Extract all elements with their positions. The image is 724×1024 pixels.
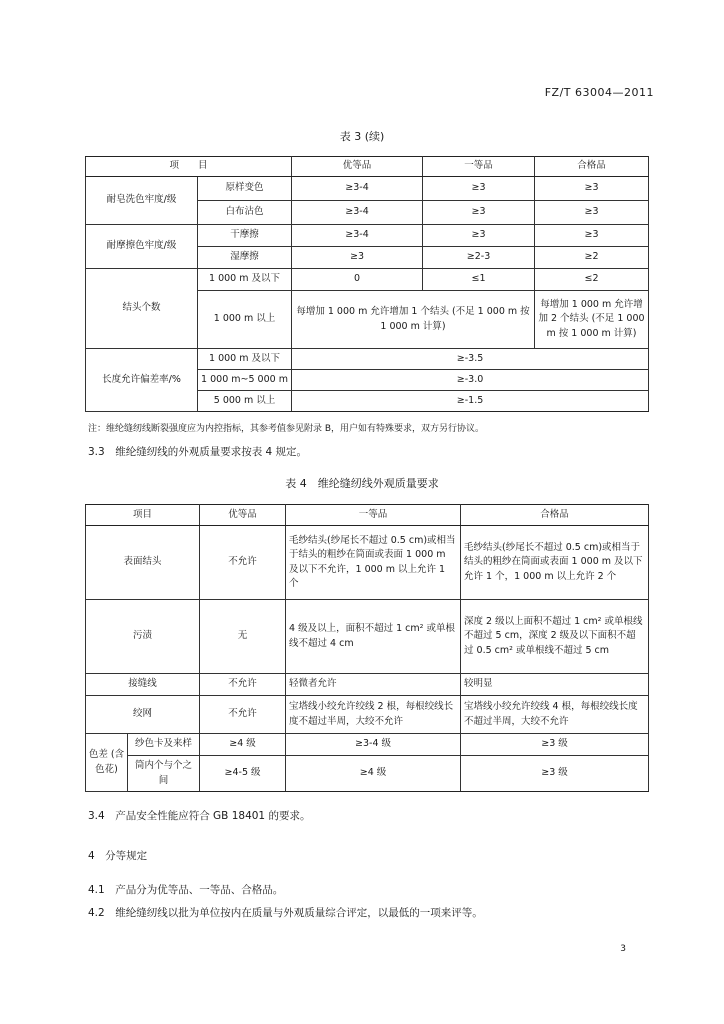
row-item: 1 000 m 以上	[198, 291, 292, 349]
value-first: ≥3	[423, 201, 535, 225]
value-qualified: 宝塔线小绞允许绞线 4 根，每根绞线长度不超过半周，大绞不允许	[461, 696, 649, 734]
table-row	[86, 674, 649, 696]
table-row	[86, 600, 649, 674]
table3-header-item: 项 目	[86, 157, 292, 177]
value-premium: ≥4-5 级	[200, 756, 286, 792]
table3-header-premium: 优等品	[292, 157, 423, 177]
value-qualified: ≤2	[535, 269, 649, 291]
table3-header-first: 一等品	[423, 157, 535, 177]
row-item: 干摩擦	[198, 225, 292, 247]
table3-header-qualified: 合格品	[535, 157, 649, 177]
table3-note: 注：维纶缝纫线断裂强度应为内控指标，其参考值参见附录 B，用户如有特殊要求，双方另行协议。	[88, 424, 485, 434]
table-3	[85, 156, 649, 412]
value-qualified: ≥3	[535, 177, 649, 201]
table4-header-qualified: 合格品	[461, 505, 649, 526]
value-premium: 不允许	[200, 674, 286, 696]
value-premium: ≥3-4	[292, 201, 423, 225]
table-row	[86, 696, 649, 734]
row-item: 1 000 m 及以下	[198, 349, 292, 370]
table-row	[86, 734, 649, 756]
row-item: 绞网	[86, 696, 200, 734]
rub-fastness-label: 耐摩擦色牢度/级	[86, 225, 198, 269]
value-first: ≥4 级	[286, 756, 461, 792]
value-all: ≥-3.5	[292, 349, 649, 370]
row-item: 1 000 m 及以下	[198, 269, 292, 291]
wash-fastness-label: 耐皂洗色牢度/级	[86, 177, 198, 225]
color-diff-label: 色差 (含色花)	[86, 734, 128, 792]
table4-header-first: 一等品	[286, 505, 461, 526]
row-item: 接缝线	[86, 674, 200, 696]
table4-header-premium: 优等品	[200, 505, 286, 526]
value-first: 毛纱结头(纱尾长不超过 0.5 cm)或相当于结头的粗纱在筒面或表面 1 000 m 及以下不允许，1 000 m 以上允许 1 个	[286, 526, 461, 600]
value-first: ≥3-4 级	[286, 734, 461, 756]
value-first: ≥2-3	[423, 247, 535, 269]
row-item: 白布沾色	[198, 201, 292, 225]
value-qualified: 毛纱结头(纱尾长不超过 0.5 cm)或相当于结头的粗纱在筒面或表面 1 000 m 及以下允许 1 个，1 000 m 以上允许 2 个	[461, 526, 649, 600]
length-deviation-label: 长度允许偏差率/%	[86, 349, 198, 412]
section-4-2: 4.2 维纶缝纫线以批为单位按内在质量与外观质量综合评定，以最低的一项来评等。	[88, 907, 483, 919]
value-qualified: 每增加 1 000 m 允许增加 2 个结头 (不足 1 000 m 按 1 000 m 计算)	[535, 291, 649, 349]
value-premium: ≥3-4	[292, 177, 423, 201]
value-qualified: 较明显	[461, 674, 649, 696]
value-first: ≥3	[423, 177, 535, 201]
value-premium-first: 每增加 1 000 m 允许增加 1 个结头 (不足 1 000 m 按 1 000 m 计算)	[292, 291, 535, 349]
value-all: ≥-3.0	[292, 370, 649, 391]
table3-header-row	[86, 157, 649, 177]
value-premium: ≥3-4	[292, 225, 423, 247]
value-first: 宝塔线小绞允许绞线 2 根，每根绞线长度不超过半周，大绞不允许	[286, 696, 461, 734]
row-item: 5 000 m 以上	[198, 391, 292, 412]
value-first: ≥3	[423, 225, 535, 247]
table-row	[86, 526, 649, 600]
table4-header-row	[86, 505, 649, 526]
value-qualified: 深度 2 级以上面积不超过 1 cm² 或单根线不超过 5 cm，深度 2 级及以下面积不超过 0.5 cm² 或单根线不超过 5 cm	[461, 600, 649, 674]
table3-caption: 表 3 (续)	[339, 130, 385, 143]
section-3-4: 3.4 产品安全性能应符合 GB 18401 的要求。	[88, 810, 311, 822]
section-4-heading: 4 分等规定	[88, 850, 148, 862]
value-premium: 无	[200, 600, 286, 674]
table-row	[86, 177, 649, 201]
section-3-3: 3.3 维纶缝纫线的外观质量要求按表 4 规定。	[88, 446, 308, 458]
value-qualified: ≥3	[535, 225, 649, 247]
knots-label: 结头个数	[86, 269, 198, 349]
value-all: ≥-1.5	[292, 391, 649, 412]
row-item: 筒内个与个之间	[128, 756, 200, 792]
value-qualified: ≥3	[535, 201, 649, 225]
value-first: 轻微者允许	[286, 674, 461, 696]
row-item: 1 000 m~5 000 m	[198, 370, 292, 391]
row-item: 纱色卡及来样	[128, 734, 200, 756]
row-item: 污渍	[86, 600, 200, 674]
value-first: 4 级及以上，面积不超过 1 cm² 或单根线不超过 4 cm	[286, 600, 461, 674]
value-qualified: ≥2	[535, 247, 649, 269]
table4-caption: 表 4 维纶缝纫线外观质量要求	[285, 477, 439, 490]
table4-header-item: 项目	[86, 505, 200, 526]
table-row	[86, 225, 649, 247]
section-4-1: 4.1 产品分为优等品、一等品、合格品。	[88, 884, 284, 896]
value-premium: 不允许	[200, 526, 286, 600]
table-row	[86, 756, 649, 792]
value-qualified: ≥3 级	[461, 756, 649, 792]
value-premium: ≥4 级	[200, 734, 286, 756]
value-qualified: ≥3 级	[461, 734, 649, 756]
row-item: 表面结头	[86, 526, 200, 600]
value-first: ≤1	[423, 269, 535, 291]
table-4	[85, 504, 649, 792]
value-premium: ≥3	[292, 247, 423, 269]
table-row	[86, 269, 649, 291]
value-premium: 不允许	[200, 696, 286, 734]
page-number: 3	[620, 944, 626, 954]
value-premium: 0	[292, 269, 423, 291]
table-row	[86, 349, 649, 370]
row-item: 原样变色	[198, 177, 292, 201]
row-item: 湿摩擦	[198, 247, 292, 269]
document-code: FZ/T 63004—2011	[544, 86, 654, 99]
